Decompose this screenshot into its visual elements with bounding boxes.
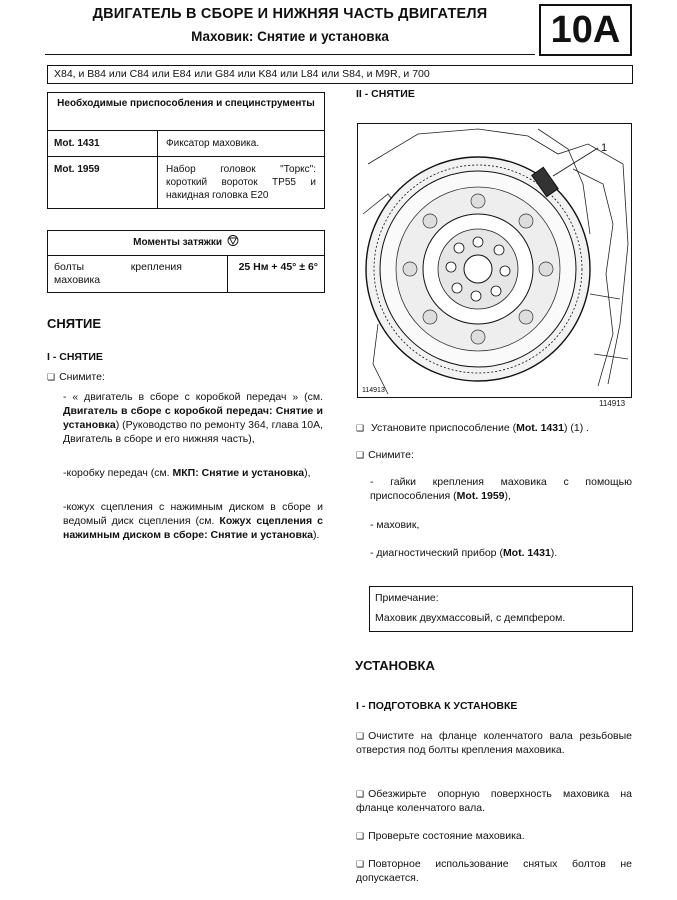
section-code-badge: 10A	[539, 4, 632, 56]
torque-table-header	[48, 231, 325, 256]
tools-row	[48, 131, 325, 157]
prep-step: ❑ Очистите на фланце коленчатого вала резьбовые отверстия под болты крепления маховика.	[356, 729, 632, 757]
remove-label: ❑ Снимите:	[47, 370, 105, 384]
remove-label-2: ❑ Снимите:	[356, 448, 414, 462]
list-item	[370, 475, 632, 503]
vehicle-applicability: X84, и B84 или C84 или E84 или G84 или K84 или L84 или S84, и M9R, и 700	[47, 65, 633, 84]
tool-reference: Mot. 1431	[516, 422, 564, 434]
cross-reference-link[interactable]: Кожух сцепления с нажимным диском в сборе: Снятие и установка	[63, 515, 323, 541]
tool-reference: Mot. 1959	[456, 490, 505, 502]
list-item-text: -коробку передач (см.	[63, 467, 170, 479]
torque-row-value: 25 Нм + 45° ± 6°	[228, 256, 325, 293]
tools-table	[47, 92, 325, 209]
list-item-text: ).	[550, 547, 558, 559]
list-item-text: - гайки крепления маховика с помощью приспособления (	[370, 476, 632, 502]
list-item-text: ).	[313, 529, 320, 541]
tool-reference: Mot. 1431	[502, 547, 551, 559]
section-title-installation: УСТАНОВКА	[355, 658, 435, 673]
list-item-text: ),	[304, 467, 311, 479]
note-box	[369, 586, 633, 632]
step-text: ) (1) .	[563, 422, 590, 434]
list-item	[370, 546, 557, 560]
list-item	[63, 390, 323, 446]
cross-reference-link[interactable]: Двигатель в сборе с коробкой передач: Снятие и установка	[63, 405, 323, 431]
subsection-title-removal-2: II - СНЯТИЕ	[356, 88, 415, 100]
list-item-text: -кожух сцепления с нажимным диском в сборе и ведомый диск сцепления (см.	[63, 501, 323, 527]
flywheel-illustration	[357, 123, 632, 398]
header-divider	[45, 54, 535, 55]
list-item-text: ),	[504, 490, 511, 502]
tool-desc: Набор головок "Торкс": короткий вороток TP55 и накидная головка E20	[158, 157, 325, 209]
subsection-title-removal: I - СНЯТИЕ	[47, 351, 103, 363]
subsection-title-prep: I - ПОДГОТОВКА К УСТАНОВКЕ	[356, 700, 518, 712]
figure-number: 114913	[599, 399, 626, 408]
page-subtitle: Маховик: Снятие и установка	[191, 29, 389, 44]
cross-reference-link[interactable]: МКП: Снятие и установка	[172, 467, 305, 479]
section-title-removal: СНЯТИЕ	[47, 316, 102, 331]
tool-code: Mot. 1431	[48, 131, 158, 157]
figure-callout: 1	[601, 142, 608, 154]
torque-warning-icon	[227, 235, 239, 246]
prep-step: ❑ Проверьте состояние маховика.	[356, 829, 525, 843]
list-item-text: - диагностический прибор (	[370, 547, 503, 559]
list-item	[63, 500, 323, 542]
tool-desc: Фиксатор маховика.	[158, 131, 325, 157]
prep-step: ❑ Повторное использование снятых болтов не допускается.	[356, 857, 632, 885]
torque-table	[47, 230, 325, 293]
install-tool-step	[356, 421, 589, 435]
tools-row	[48, 157, 325, 209]
flywheel-drawing	[358, 124, 632, 398]
torque-label-text: болты крепления маховика	[54, 261, 182, 286]
tool-code: Mot. 1959	[48, 157, 158, 209]
list-item	[63, 466, 323, 480]
step-text: Установите приспособление (	[371, 422, 517, 434]
tools-table-header: Необходимые приспособления и специнструменты	[48, 93, 325, 131]
figure-number-inside: 114913	[362, 387, 385, 394]
page-title: ДВИГАТЕЛЬ В СБОРЕ И НИЖНЯЯ ЧАСТЬ ДВИГАТЕЛЯ	[92, 6, 488, 22]
torque-row-label	[48, 256, 228, 293]
note-title: Примечание:	[375, 592, 439, 604]
torque-header-label: Моменты затяжки	[133, 237, 223, 248]
list-item-text: - « двигатель в сборе с коробкой передач » (см.	[63, 391, 323, 403]
list-item: - маховик,	[370, 519, 420, 531]
note-text: Маховик двухмассовый, с демпфером.	[375, 612, 566, 624]
prep-step: ❑ Обезжирьте опорную поверхность маховика на фланце коленчатого вала.	[356, 787, 632, 815]
list-item-text: ) (Руководство по ремонту 364, глава 10А, Двигатель в сборе и его нижняя часть),	[63, 419, 323, 445]
